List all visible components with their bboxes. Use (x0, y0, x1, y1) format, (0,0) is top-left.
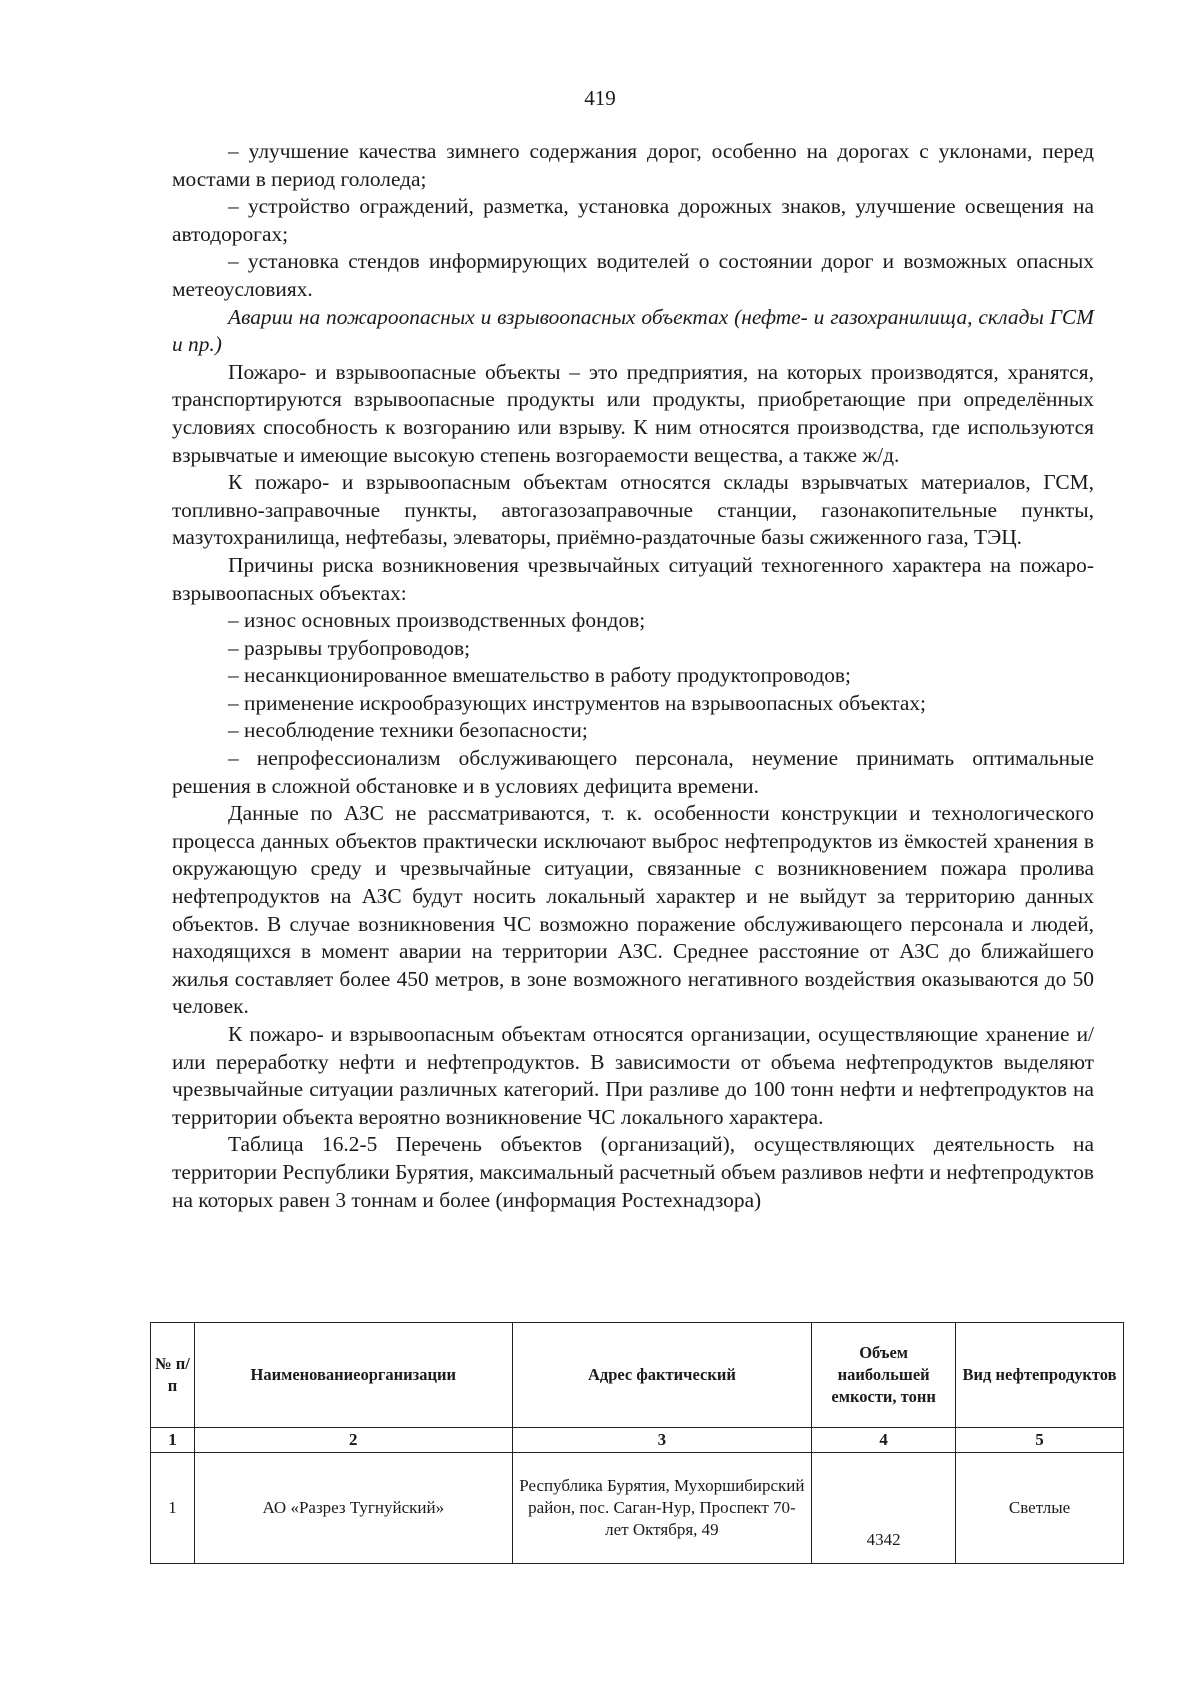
section-heading: Аварии на пожароопасных и взрывоопасных объектах (нефте- и газохранилища, склады ГСМ и пр.) (172, 304, 1094, 357)
column-number-cell: 4 (812, 1428, 956, 1453)
table-cell-organization: АО «Разрез Тугнуйский» (194, 1453, 512, 1564)
document-body (172, 138, 1094, 1214)
column-number-cell: 5 (956, 1428, 1124, 1453)
paragraph: Данные по АЗС не рассматриваются, т. к. особенности конструкции и технологического процесса данных объектов практически исключают выброс нефтепродуктов из ёмкостей хранения в окружающую среду и чрезвычайные ситуации, связанные с возникновением пожара пролива нефтепродуктов на АЗС будут носить локальный характер и не выйдут за территорию данных объектов. В случае возникновения ЧС возможно поражение обслуживающего персонала и людей, находящихся в момент аварии на территории АЗС. Среднее расстояние от АЗС до ближайшего жилья составляет более 450 метров, в зоне возможного негативного воздействия оказываются до 50 человек. (172, 801, 1094, 1019)
header-cell-capacity: Объем наибольшей емкости, тонн (812, 1323, 956, 1428)
column-number-row (151, 1428, 1124, 1453)
list-item: – износ основных производственных фондов; (228, 608, 646, 633)
paragraph: Пожаро- и взрывоопасные объекты – это предприятия, на которых производятся, хранятся, транспортируются взрывоопасные продукты или продукты, приобретающие при определённых условиях способность к возгоранию или взрыву. К ним относятся производства, где используются взрывчатые и имеющие высокую степень возгораемости вещества, а также ж/д. (172, 359, 1094, 467)
paragraph: – устройство ограждений, разметка, установка дорожных знаков, улучшение освещения на автодорогах; (172, 194, 1094, 246)
paragraph: К пожаро- и взрывоопасным объектам относятся склады взрывчатых материалов, ГСМ, топливно-заправочные пункты, автогазозаправочные станции, газонакопительные пункты, мазутохранилища, нефтебазы, элеваторы, приёмно-раздаточные базы сжиженного газа, ТЭЦ. (172, 470, 1094, 550)
table-header-row (151, 1323, 1124, 1428)
table-cell-address: Республика Бурятия, Мухоршибирский район, пос. Саган-Нур, Проспект 70-лет Октября, 49 (512, 1453, 812, 1564)
table-row (151, 1453, 1124, 1564)
list-item: – непрофессионализм обслуживающего персонала, неумение принимать оптимальные решения в сложной обстановке и в условиях дефицита времени. (172, 746, 1094, 798)
table-cell-product-type: Светлые (956, 1453, 1124, 1564)
list-item: – разрывы трубопроводов; (228, 635, 471, 660)
paragraph: Причины риска возникновения чрезвычайных ситуаций техногенного характера на пожаро-взрывоопасных объектах: (172, 552, 1094, 605)
header-cell-number: № п/п (151, 1323, 195, 1428)
table-cell-capacity: 4342 (812, 1453, 956, 1564)
paragraph: – улучшение качества зимнего содержания дорог, особенно на дорогах с уклонами, перед мостами в период гололеда; (172, 139, 1094, 191)
column-number-cell: 1 (151, 1428, 195, 1453)
column-number-cell: 2 (194, 1428, 512, 1453)
column-number-cell: 3 (512, 1428, 812, 1453)
list-item: – несоблюдение техники безопасности; (228, 718, 588, 743)
header-cell-address: Адрес фактический (512, 1323, 812, 1428)
objects-table (150, 1322, 1124, 1564)
paragraph: – установка стендов информирующих водителей о состоянии дорог и возможных опасных метеоусловиях. (172, 249, 1094, 301)
header-cell-product-type: Вид нефтепродуктов (956, 1323, 1124, 1428)
page-number: 419 (584, 86, 616, 110)
table-cell-number: 1 (151, 1453, 195, 1564)
list-item: – несанкционированное вмешательство в работу продуктопроводов; (228, 663, 851, 688)
paragraph: К пожаро- и взрывоопасным объектам относятся организации, осуществляющие хранение и/или переработку нефти и нефтепродуктов. В зависимости от объема нефтепродуктов выделяют чрезвычайные ситуации различных категорий. При разливе до 100 тонн нефти и нефтепродуктов на территории объекта вероятно возникновение ЧС локального характера. (172, 1022, 1094, 1129)
header-cell-organization: Наименованиеорганизации (194, 1323, 512, 1428)
table-caption: Таблица 16.2-5 Перечень объектов (организаций), осуществляющих деятельность на территории Республики Бурятия, максимальный расчетный объем разливов нефти и нефтепродуктов на которых равен 3 тоннам и более (информация Ростехнадзора) (172, 1132, 1094, 1212)
list-item: – применение искрообразующих инструментов на взрывоопасных объектах; (228, 690, 926, 715)
